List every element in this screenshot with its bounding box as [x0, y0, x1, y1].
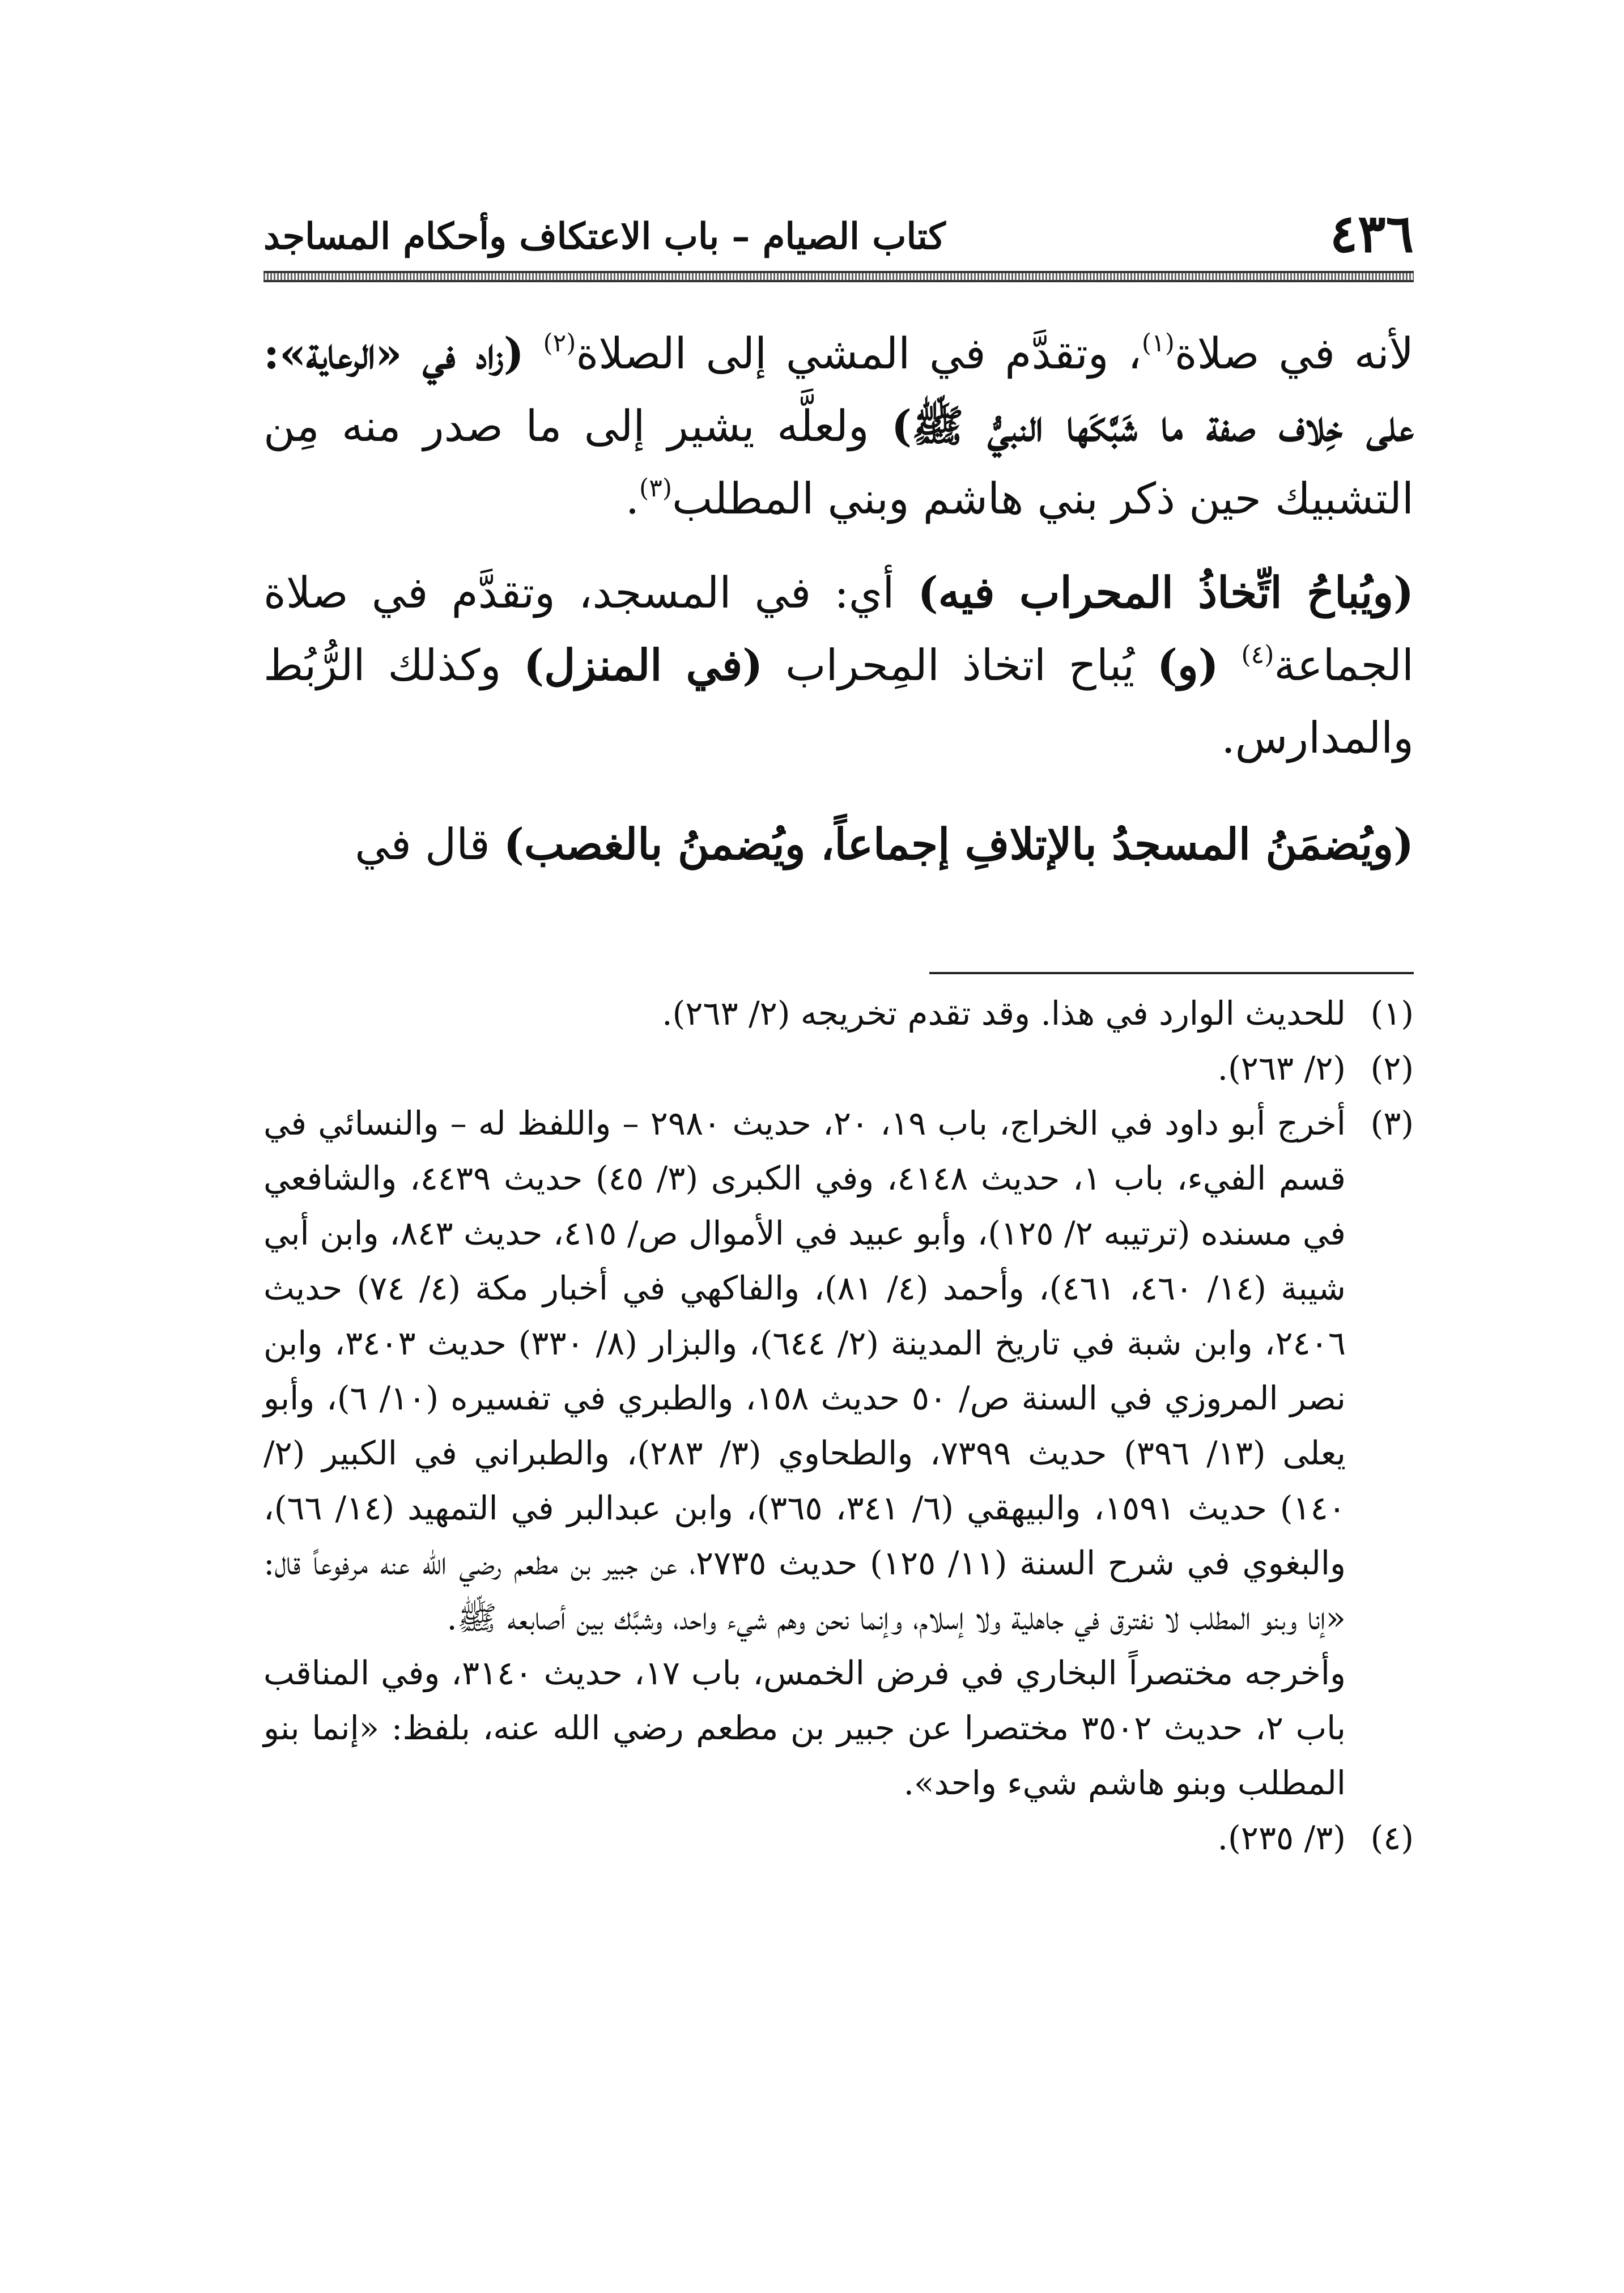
footnote-text: للحديث الوارد في هذا. وقد تقدم تخريجه (٢/ ٢٦٣). [662, 994, 1346, 1033]
text-run: قال في [355, 819, 490, 869]
footnote-number: (٢) [1370, 1049, 1414, 1088]
text-run: . [625, 473, 640, 524]
footnote-number: (٣) [1370, 1104, 1414, 1143]
text-run: ، وتقدَّم في المشي إلى الصلاة [576, 328, 1142, 379]
footnote-ref-2: (٢) [543, 329, 576, 358]
footnote-text: أخرج أبو داود في الخراج، باب ١٩، ٢٠، حديث ٢٩٨٠ – واللفظ له – والنسائي في قسم الفيء، باب ١، حديث ٤١٤٨، وفي الكبرى (٣/ ٤٥) حديث ٤٤٣٩، والشافعي في مسنده (ترتيبه ٢/ ١٢٥)، وأبو عبيد في الأموال ص/ ٤١٥، حديث ٨٤٣، وابن أبي شيبة (١٤/ ٤٦٠، ٤٦١)، وأحمد (٤/ ٨١)، والفاكهي في أخبار مكة (٤/ ٧٤) حديث ٢٤٠٦، وابن شبة في تاريخ المدينة (٢/ ٦٤٤)، والبزار (٨/ ٣٣٠) حديث ٣٤٠٣، وابن نصر المروزي في السنة ص/ ٥٠ حديث ١٥٨، والطبري في تفسيره (١٠/ ٦)، وأبو يعلى (١٣/ ٣٩٦) حديث ٧٣٩٩، والطحاوي (٣/ ٢٨٣)، والطبراني في الكبير (٢/ ١٤٠) حديث ١٥٩١، والبيهقي (٦/ ٣٤١، ٣٦٥)، وابن عبدالبر في التمهيد (١٤/ ٦٦)، والبغوي في شرح السنة (١١/ ١٢٥) حديث ٢٧٣٥، عن جبير بن مطعم رضي الله عنه مرفوعاً قال: «إنا وبنو المطلب لا نفترق في جاهلية ولا إسلام، وإنما نحن وهم شيء واحد، وشبَّك بين أصابعه ﷺ. [263, 1104, 1346, 1637]
footnote-3 [263, 1096, 1414, 1646]
text-run: يُباح اتخاذ المِحراب [785, 640, 1135, 690]
bold-matn: (ويُضمَنُ المسجدُ بالإتلافِ إجماعاً، ويُضمنُ بالغصب) [503, 819, 1414, 869]
bold-matn: (ويُباحُ اتِّخاذُ المحراب فيه) [917, 567, 1414, 618]
page-header [263, 193, 1414, 278]
footnotes [263, 986, 1414, 1866]
paragraph-1 [263, 317, 1414, 535]
header-rule [263, 271, 1414, 282]
page-number: ٤٣٦ [1329, 203, 1414, 264]
text-run: ولعلَّه يشير إلى ما صدر منه مِن التشبيك حين ذكر بني هاشم وبني المطلب [263, 401, 1414, 524]
footnote-number: (٤) [1370, 1819, 1414, 1857]
main-text [263, 317, 1414, 881]
bold-matn: (و) [1157, 640, 1219, 690]
footnote-4 [263, 1811, 1414, 1866]
bold-matn: (في المنزل) [524, 640, 763, 690]
footnote-ref-3: (٣) [639, 474, 672, 503]
footnote-2 [263, 1041, 1414, 1096]
footnote-separator [929, 972, 1414, 974]
paragraph-3 [263, 808, 1414, 881]
footnote-number: (١) [1370, 994, 1414, 1033]
footnote-text: (٢/ ٢٦٣). [1217, 1049, 1346, 1088]
text-run: لأنه في صلاة [1174, 328, 1414, 379]
text-run: أي: في المسجد، وتقدَّم في صلاة الجماعة [263, 567, 1414, 690]
footnote-ref-4: (٤) [1241, 640, 1274, 669]
bold-matn: (زاد في «الرعاية»: على خِلاف صفة ما شَبَّكَها النبيُّ ﷺ) [263, 328, 1414, 451]
running-title: كتاب الصيام – باب الاعتكاف وأحكام المساجد [263, 215, 946, 258]
footnote-3-continuation: وأخرجه مختصراً البخاري في فرض الخمس، باب ١٧، حديث ٣١٤٠، وفي المناقب باب ٢، حديث ٣٥٠٢ مختصرا عن جبير بن مطعم رضي الله عنه، بلفظ: «إنما بنو المطلب وبنو هاشم شيء واحد». [263, 1654, 1346, 1802]
paragraph-2 [263, 557, 1414, 774]
footnote-1 [263, 986, 1414, 1041]
text-run: وكذلك الرُّبُط والمدارس. [263, 640, 1414, 763]
footnote-ref-1: (١) [1141, 329, 1175, 358]
footnote-text: (٣/ ٢٣٥). [1217, 1819, 1346, 1857]
